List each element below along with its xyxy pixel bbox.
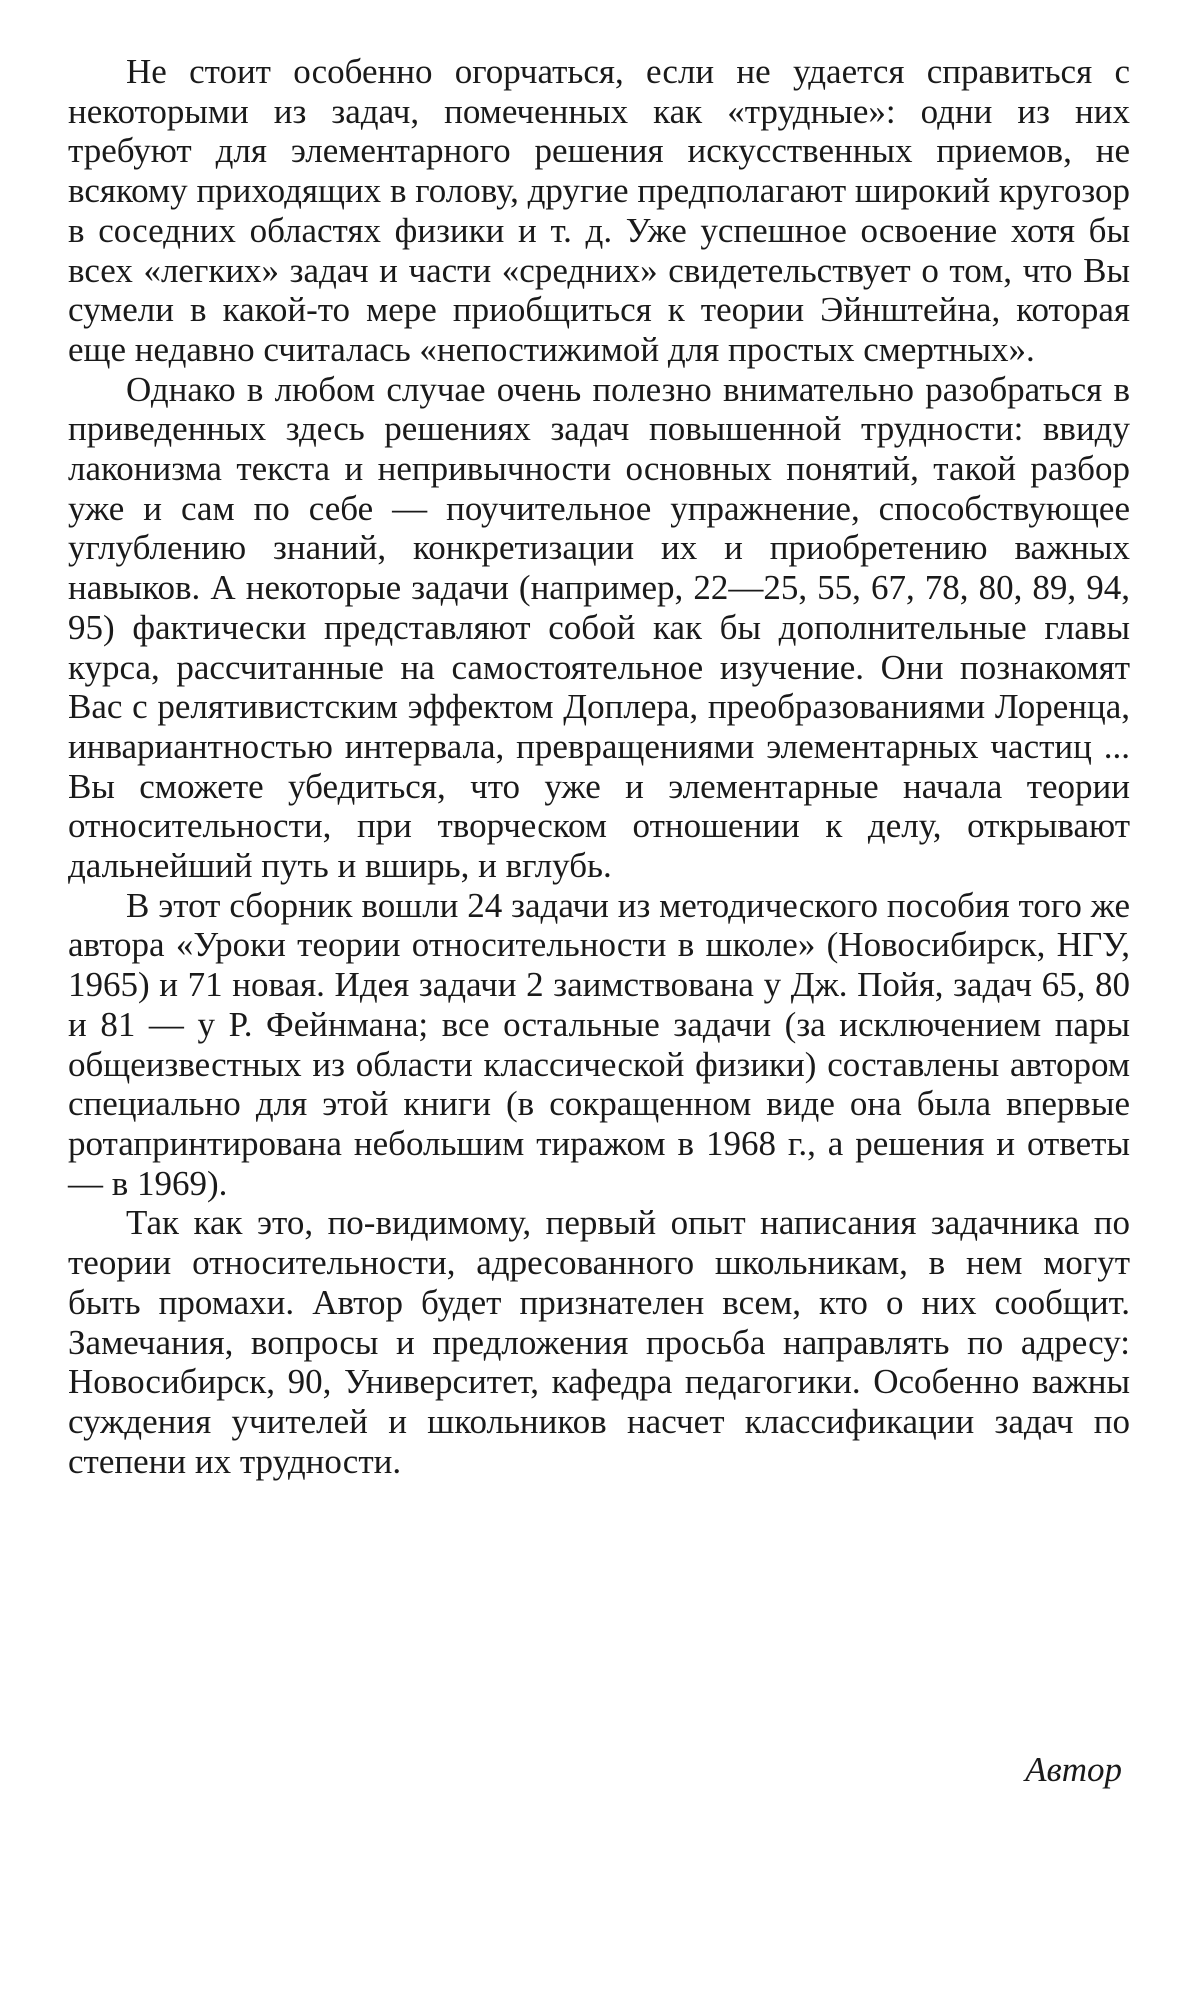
paragraph-3: В этот сборник вошли 24 задачи из методического пособия того же автора «Уроки теории относительности в школе» (Новосибирск, НГУ, 1965) и 71 новая. Идея задачи 2 заимствована у Дж. Пойя, задач 65, 80 и 81 — у Р. Фейнмана; все остальные задачи (за исключением пары общеизвестных из области классической физики) составлены автором специально для этой книги (в сокращенном виде она была впервые ротапринтирована небольшим тиражом в 1968 г., а решения и ответы — в 1969). <box>68 885 1130 1203</box>
body-text <box>68 52 1130 1481</box>
author-signature: Автор <box>1025 1750 1122 1789</box>
paragraph-4: Так как это, по-видимому, первый опыт написания задачника по теории относительности, адресованного школьникам, в нем могут быть промахи. Автор будет признателен всем, кто о них сообщит. Замечания, вопросы и предложения просьба направлять по адресу: Новосибирск, 90, Университет, кафедра педагогики. Особенно важны суждения учителей и школьников насчет классификации задач по степени их трудности. <box>68 1203 1130 1481</box>
paragraph-1: Не стоит особенно огорчаться, если не удается справиться с некоторыми из задач, помеченных как «трудные»: одни из них требуют для элементарного решения искусственных приемов, не всякому приходящих в голову, другие предполагают широкий кругозор в соседних областях физики и т. д. Уже успешное освоение хотя бы всех «легких» задач и части «средних» свидетельствует о том, что Вы сумели в какой-то мере приобщиться к теории Эйнштейна, которая еще недавно считалась «непостижимой для простых смертных». <box>68 52 1130 369</box>
paragraph-2: Однако в любом случае очень полезно внимательно разобраться в приведенных здесь решениях задач повышенной трудности: ввиду лаконизма текста и непривычности основных понятий, такой разбор уже и сам по себе — поучительное упражнение, способствующее углублению знаний, конкретизации их и приобретению важных навыков. А некоторые задачи (например, 22—25, 55, 67, 78, 80, 89, 94, 95) фактически представляют собой как бы дополнительные главы курса, рассчитанные на самостоятельное изучение. Они познакомят Вас с релятивистским эффектом Доплера, преобразованиями Лоренца, инвариантностью интервала, превращениями элементарных частиц ... Вы сможете убедиться, что уже и элементарные начала теории относительности, при творческом отношении к делу, открывают дальнейший путь и вширь, и вглубь. <box>68 369 1130 886</box>
